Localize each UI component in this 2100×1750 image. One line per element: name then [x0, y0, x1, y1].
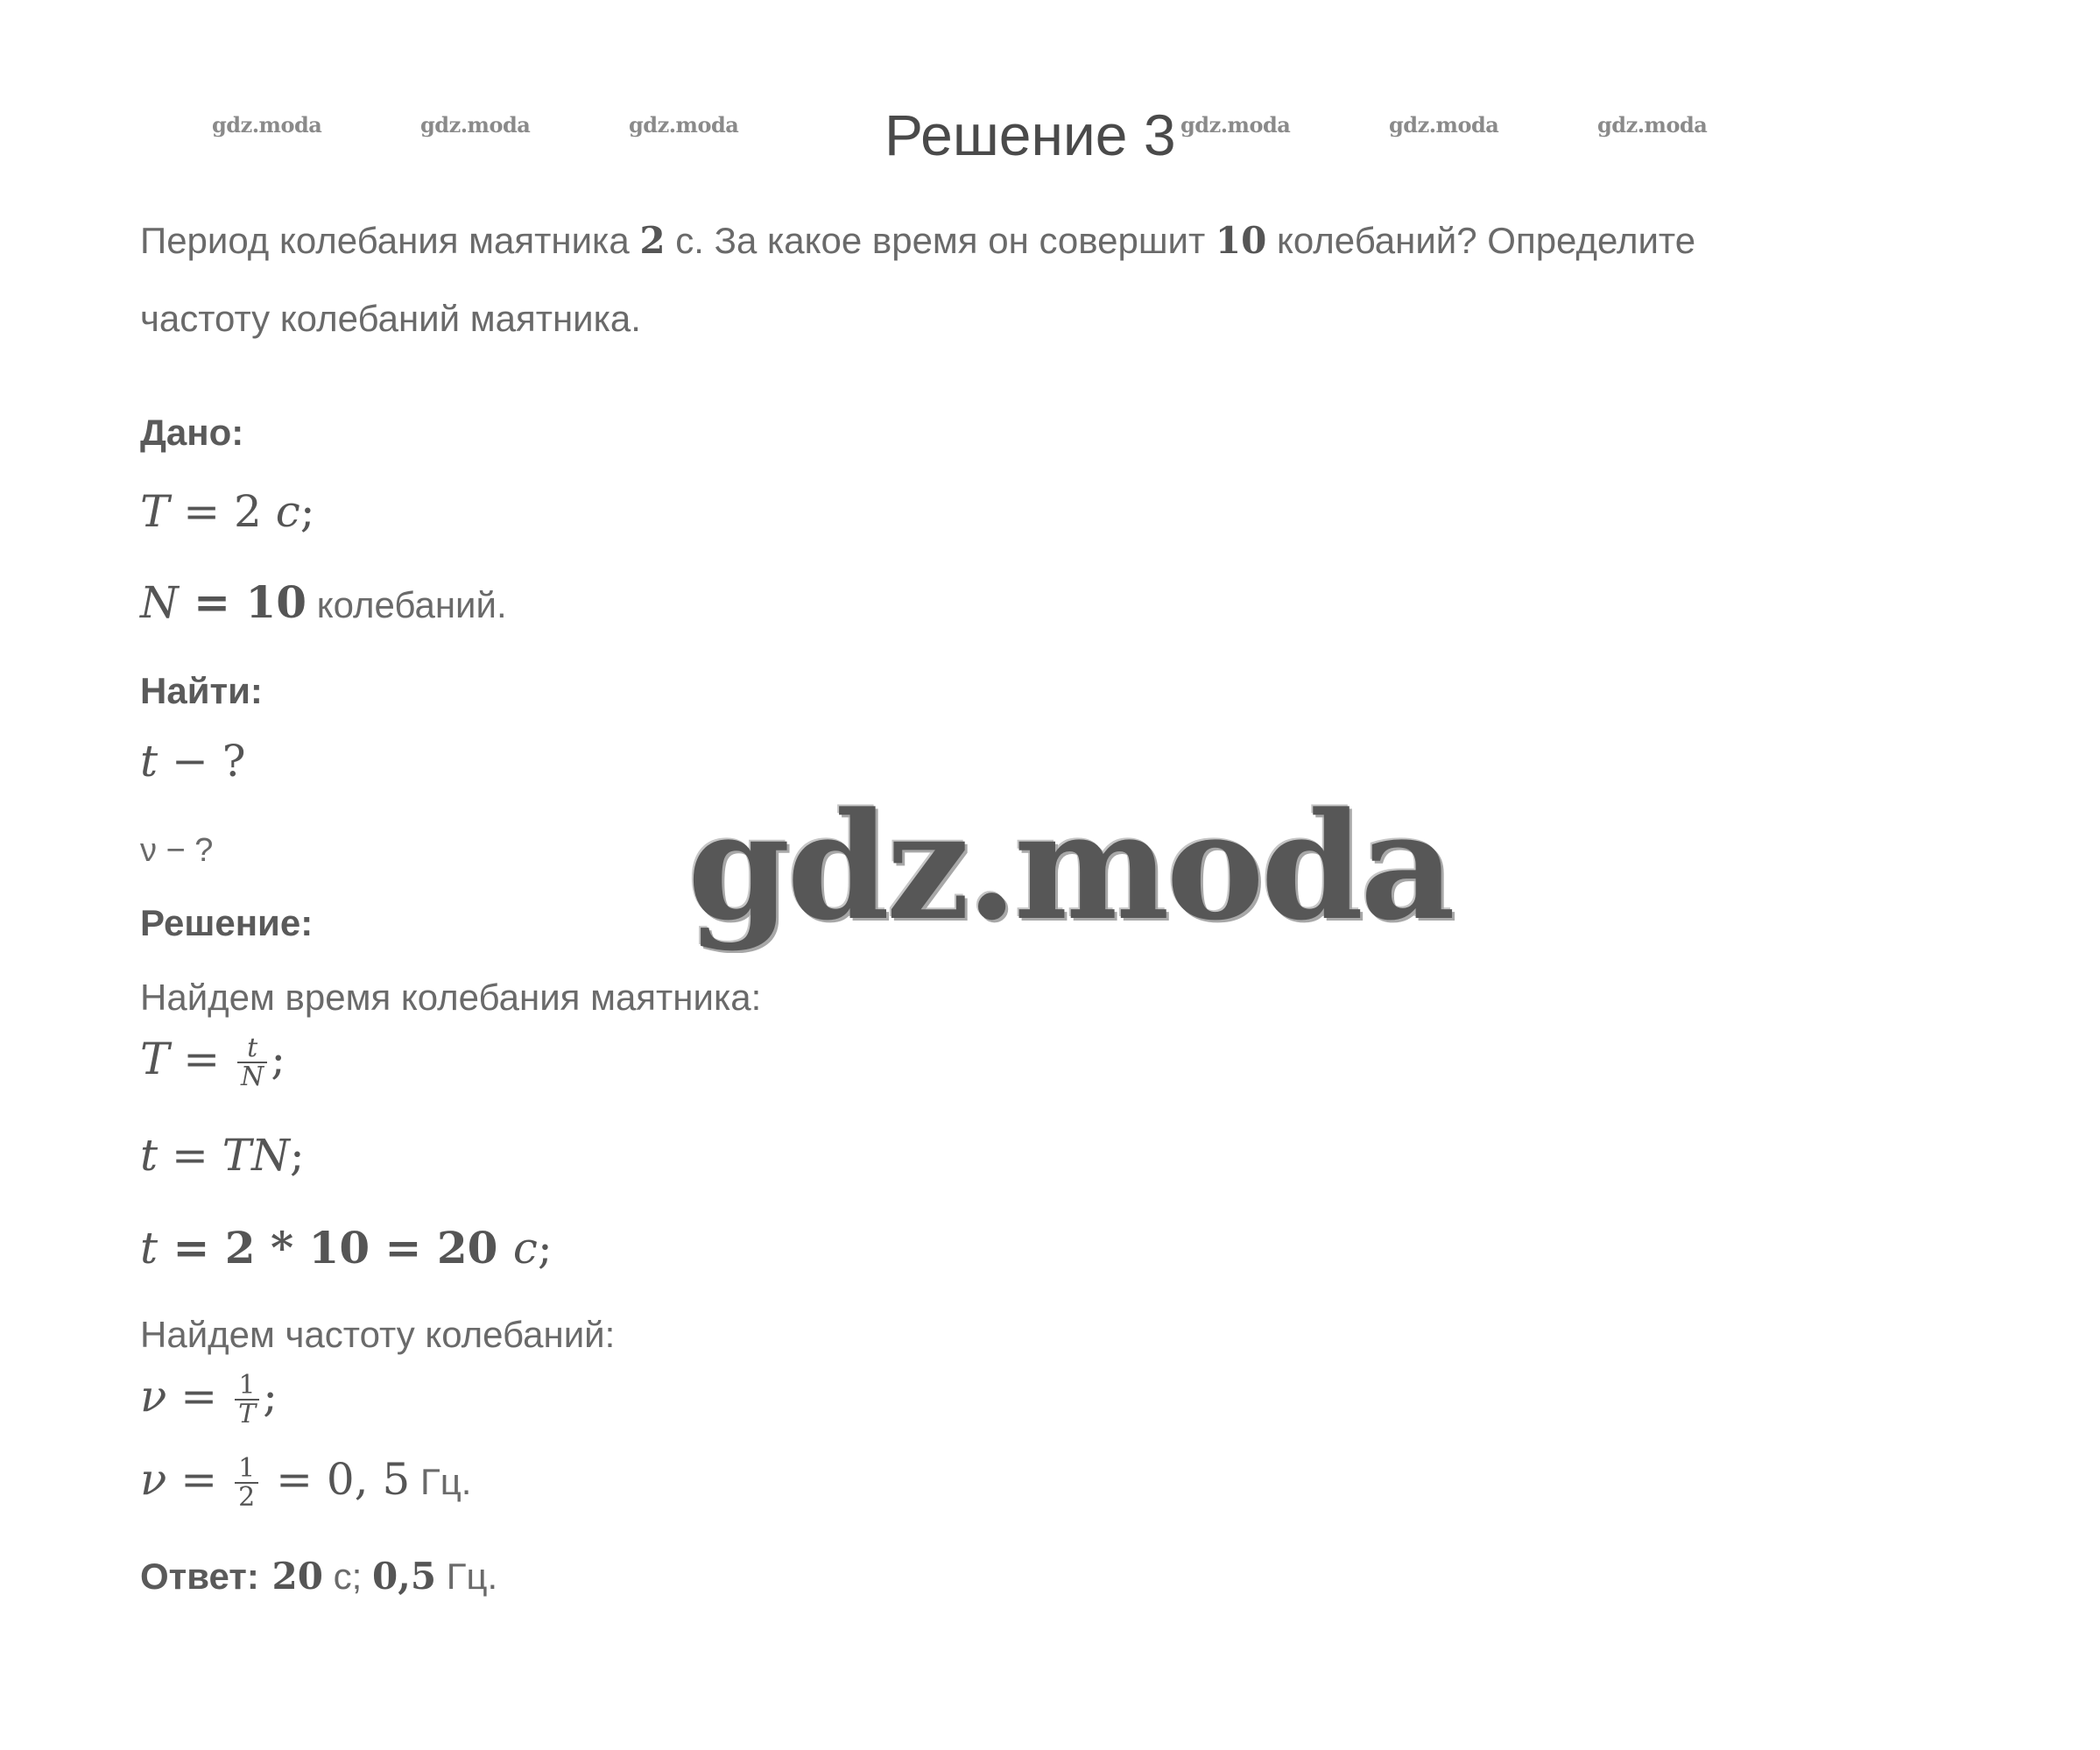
math-unit: Гц. [410, 1461, 472, 1502]
math-text: колебаний. [307, 584, 507, 625]
math-text: = [169, 1034, 235, 1084]
problem-line-1 [140, 219, 1695, 262]
math-var: t [140, 1130, 159, 1181]
problem-number: 2 [639, 219, 666, 262]
answer-label: Ответ: [140, 1556, 259, 1597]
answer-value: 0,5 [371, 1555, 437, 1598]
math-text: = [158, 1130, 222, 1181]
math-var: TN [222, 1130, 290, 1181]
answer-line [140, 1555, 497, 1598]
problem-number: 10 [1215, 219, 1267, 262]
fraction [235, 1452, 258, 1513]
math-text: = 2 [169, 486, 276, 537]
fraction-numerator: 1 [235, 1455, 258, 1485]
problem-line-2: частоту колебаний маятника. [140, 298, 641, 339]
solution-step-2: Найдем частоту колебаний: [140, 1314, 616, 1355]
math-var: t [140, 736, 159, 787]
math-text: ; [537, 1223, 553, 1274]
math-text: ; [299, 486, 315, 537]
given-heading: Дано: [140, 412, 244, 453]
math-unit: с [512, 1223, 538, 1274]
watermark-small: gdz.moda [629, 112, 739, 138]
math-text: = 0, 5 [262, 1454, 411, 1505]
fraction-numerator: 1 [235, 1372, 259, 1401]
math-var: ν [140, 1454, 167, 1505]
answer-value: 20 [258, 1555, 323, 1598]
watermark-small: gdz.moda [1597, 112, 1708, 138]
answer-value: Гц. [436, 1556, 498, 1597]
find-heading: Найти: [140, 670, 263, 711]
answer-value: с; [322, 1556, 372, 1597]
watermark-large: gdz.moda [687, 780, 1452, 953]
math-text: = 10 [178, 576, 307, 628]
math-var: N [140, 577, 179, 628]
given-period [140, 486, 315, 537]
solution-heading: Решение: [140, 902, 314, 943]
math-text: = 2 * 10 = 20 [158, 1222, 513, 1274]
math-text: = [166, 1454, 232, 1505]
math-text: − ? [158, 736, 246, 787]
formula-frequency [140, 1371, 278, 1429]
math-unit: с [275, 486, 300, 537]
watermark-small: gdz.moda [212, 112, 322, 138]
formula-time-value [140, 1222, 553, 1274]
math-var: t [140, 1223, 159, 1274]
math-var: T [140, 1034, 170, 1084]
math-var: ν [140, 1371, 167, 1422]
problem-text: колебаний? Определите [1266, 220, 1696, 261]
fraction-numerator: t [237, 1034, 267, 1064]
math-var: T [140, 486, 170, 537]
fraction [235, 1369, 259, 1429]
math-text: ; [289, 1130, 305, 1181]
find-frequency: ν − ? [140, 832, 214, 869]
math-text: ; [263, 1371, 278, 1422]
formula-frequency-value [140, 1454, 471, 1512]
math-text: ; [271, 1034, 286, 1084]
fraction-denominator: T [238, 1399, 257, 1429]
formula-period [140, 1034, 285, 1091]
problem-text: Период колебания маятника [140, 220, 640, 261]
watermark-small: gdz.moda [420, 112, 531, 138]
watermark-small: gdz.moda [1389, 112, 1499, 138]
fraction-denominator: 2 [238, 1482, 256, 1513]
fraction [237, 1034, 267, 1091]
solution-step-1: Найдем время колебания маятника: [140, 977, 762, 1018]
fraction-denominator: N [241, 1062, 264, 1092]
watermark-small: gdz.moda [1180, 112, 1291, 138]
problem-text: с. За какое время он совершит [665, 220, 1216, 261]
math-text: = [166, 1371, 232, 1422]
given-count [140, 576, 507, 628]
formula-time [140, 1130, 305, 1181]
find-time [140, 736, 246, 787]
page-title: Решение 3 [884, 102, 1176, 167]
